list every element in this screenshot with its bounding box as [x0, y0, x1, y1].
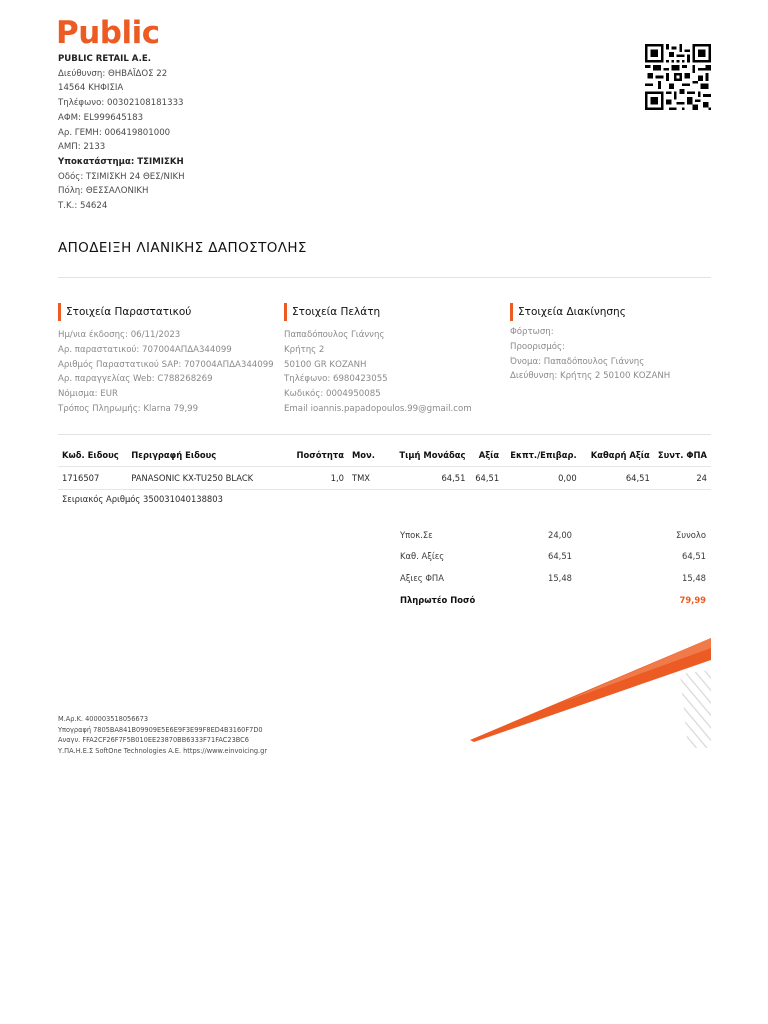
vat-amount-total: 15,48 — [682, 573, 706, 583]
customer-info-title: Στοιχεία Πελάτη — [284, 303, 472, 321]
vat-category-label: Υποκ.Σε — [400, 530, 433, 540]
sections-divider — [58, 434, 711, 435]
vat-amount-value: 15,48 — [548, 573, 572, 583]
table-row — [58, 467, 711, 490]
shipping-info-title: Στοιχεία Διακίνησης — [510, 303, 670, 321]
branch-city: Πόλη: ΘΕΣΣΑΛΟΝΙΚΗ — [58, 186, 149, 197]
identifier-hash: Αναγν. FFA2CF26F7F5B010EE23870BB6333F71FAC23BC6 — [58, 736, 249, 745]
items-table-header — [58, 444, 711, 467]
col-description: Περιγραφή Ειδους — [127, 444, 281, 467]
customer-phone: Τηλέφωνο: 6980423055 — [284, 374, 388, 385]
company-address: Διεύθυνση: ΘΗΒΑΪΔΟΣ 22 — [58, 68, 168, 79]
company-amp: ΑΜΠ: 2133 — [58, 142, 106, 153]
branch-title: Υποκατάστημα: ΤΣΙΜΙΣΚΗ — [58, 156, 184, 167]
branch-street: Οδός: ΤΣΙΜΙΣΚΗ 24 ΘΕΣ/ΝΙΚΗ — [58, 171, 185, 182]
qr-code-icon — [645, 44, 711, 110]
col-vat-rate: Συντ. ΦΠΑ — [654, 444, 711, 467]
item-description: PANASONIC KX-TU250 BLACK — [127, 467, 281, 490]
items-table — [58, 444, 711, 490]
mark-number: Μ.Αρ.Κ. 400003518056673 — [58, 715, 149, 723]
destination: Προορισμός: — [510, 341, 565, 352]
title-divider — [58, 277, 711, 278]
net-values-label: Καθ. Αξίες — [400, 551, 445, 561]
public-logo: Public — [56, 15, 160, 51]
payable-amount-value: 79,99 — [679, 595, 706, 605]
vat-amount-label: Αξιες ΦΠΑ — [400, 573, 444, 583]
customer-city: 50100 GR ΚΟΖΑΝΗ — [284, 359, 367, 370]
company-info — [58, 52, 185, 214]
vat-category-value: 24,00 — [548, 530, 572, 540]
customer-code: Κωδικός: 0004950085 — [284, 389, 381, 400]
col-discount: Εκπτ./Επιβαρ. — [503, 444, 581, 467]
col-net-value: Καθαρή Αξία — [581, 444, 654, 467]
loading-point: Φόρτωση: — [510, 327, 554, 337]
web-order-number: Αρ. παραγγελίας Web: C788268269 — [58, 374, 213, 385]
document-info-title: Στοιχεία Παραστατικού — [58, 303, 274, 321]
shipping-name: Όνομα: Παπαδόπουλος Γιάννης — [510, 356, 645, 367]
col-unit: Μον. — [348, 444, 385, 467]
item-unit-price: 64,51 — [385, 467, 469, 490]
document-number: Αρ. παραστατικού: 707004ΑΠΔΑ344099 — [58, 344, 232, 355]
total-header: Συνολο — [675, 530, 706, 540]
signature-hash: Υπογραφή 7805BA841B09909E5E6E9F3E99F8ED4B3160F7D0 — [58, 725, 263, 734]
item-quantity: 1,0 — [282, 467, 348, 490]
decorative-swoosh — [440, 630, 715, 750]
company-name: PUBLIC RETAIL A.E. — [58, 54, 152, 64]
customer-name: Παπαδόπουλος Γιάννης — [284, 330, 385, 340]
customer-info-section — [284, 303, 472, 417]
item-code: 1716507 — [58, 467, 127, 490]
document-info-section — [58, 303, 274, 417]
document-title: ΑΠΟΔΕΙΞΗ ΛΙΑΝΙΚΗΣ ΔΑΠΟΣΤΟΛΗΣ — [58, 240, 307, 256]
payable-amount-label: Πληρωτέο Ποσό — [400, 595, 476, 605]
company-vat: ΑΦΜ: EL999645183 — [58, 112, 144, 123]
net-values-value: 64,51 — [548, 551, 572, 561]
company-phone: Τηλέφωνο: 00302108181333 — [58, 98, 184, 109]
company-gemi: Αρ. ΓΕΜΗ: 006419801000 — [58, 127, 171, 138]
branch-zip: Τ.Κ.: 54624 — [58, 201, 108, 212]
item-discount: 0,00 — [503, 467, 581, 490]
item-serial-number: Σειριακός Αριθμός 350031040138803 — [62, 494, 223, 504]
document-info-body — [58, 328, 274, 417]
shipping-address: Διεύθυνση: Κρήτης 2 50100 ΚΟΖΑΝΗ — [510, 371, 671, 382]
shipping-info-body — [510, 325, 670, 384]
footer-signature — [58, 714, 267, 756]
sap-number: Αριθμός Παραστατικού SAP: 707004ΑΠΔΑ344099 — [58, 359, 274, 370]
customer-street: Κρήτης 2 — [284, 344, 325, 355]
shipping-info-section — [510, 303, 670, 384]
customer-email: Email ioannis.papadopoulos.99@gmail.com — [284, 403, 472, 414]
item-vat-rate: 24 — [654, 467, 711, 490]
provider-info: Υ.ΠΑ.Η.Ε.Σ SoftOne Technologies A.E. https://www.einvoicing.gr — [58, 746, 268, 755]
customer-info-body — [284, 328, 472, 417]
col-value: Αξία — [469, 444, 503, 467]
item-unit: TMX — [348, 467, 385, 490]
item-value: 64,51 — [469, 467, 503, 490]
payment-method: Τρόπος Πληρωμής: Klarna 79,99 — [58, 403, 199, 414]
item-net-value: 64,51 — [581, 467, 654, 490]
net-values-total: 64,51 — [682, 551, 706, 561]
col-code: Κωδ. Ειδους — [58, 444, 127, 467]
issue-date: Ημ/νια έκδοσης: 06/11/2023 — [58, 330, 181, 340]
company-city: 14564 ΚΗΦΙΣΙΑ — [58, 83, 124, 94]
currency: Νόμισμα: EUR — [58, 389, 118, 400]
col-unit-price: Τιμή Μονάδας — [385, 444, 469, 467]
col-quantity: Ποσότητα — [282, 444, 348, 467]
